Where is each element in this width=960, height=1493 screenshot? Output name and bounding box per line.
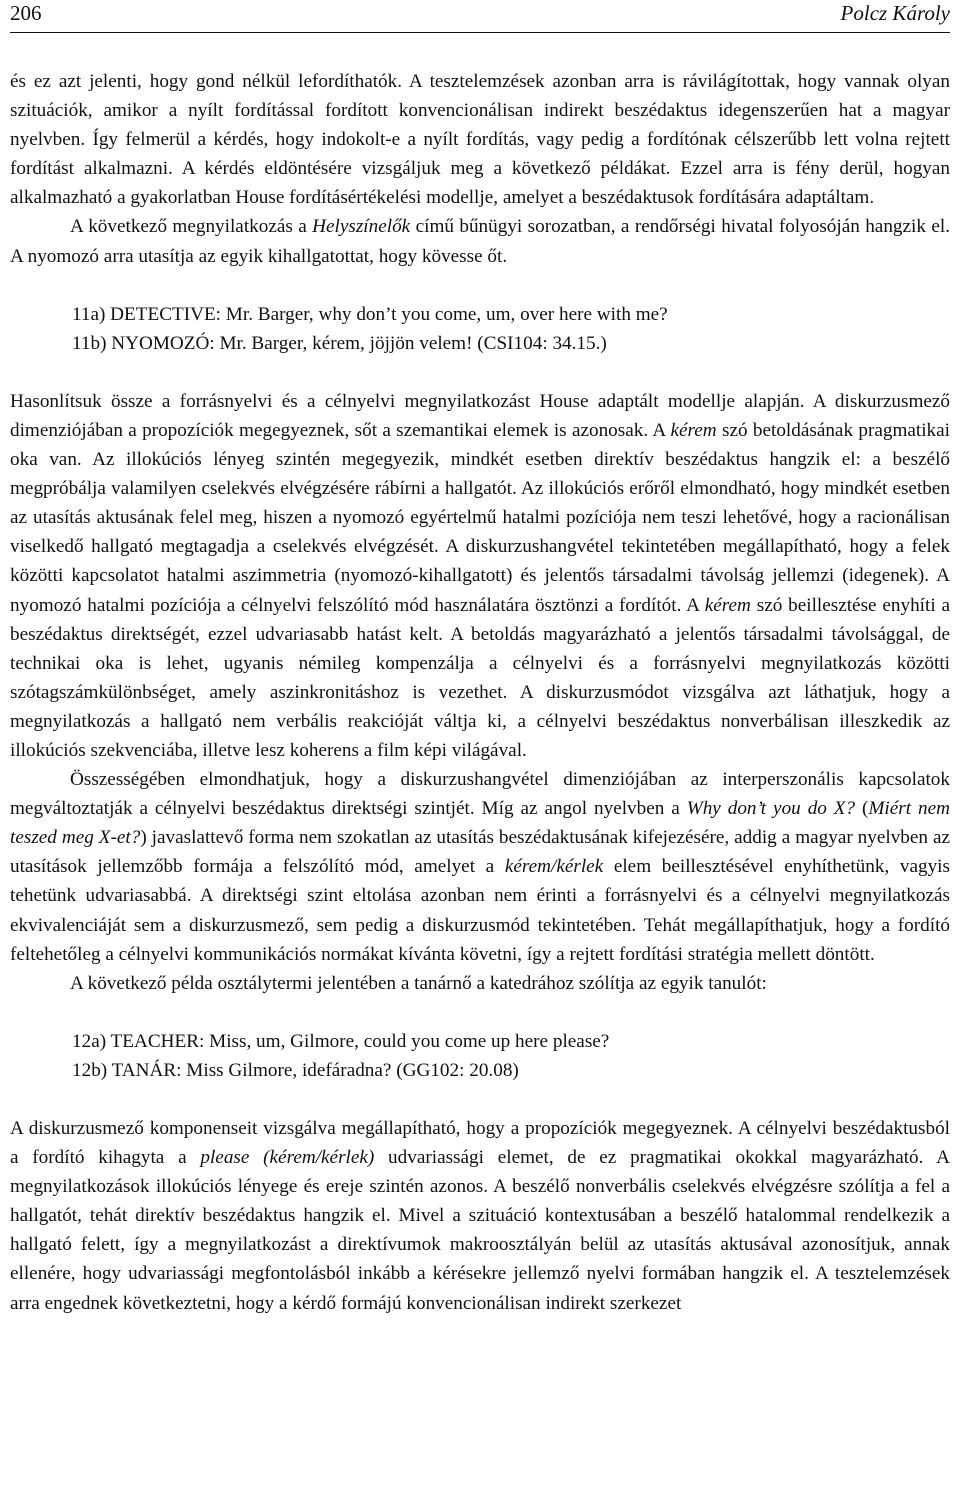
paragraph [10,765,950,969]
text-run: szó betoldásának pragmatikai oka van. Az illokúciós lényeg szintén megegyezik, mindkét esetben direktív beszédaktus hangzik el: a beszélő megpróbálja valamilyen cselekvés elvégzésére rábírni a hallgatót. Az illokúciós erőről elmondható, hogy mindkét esetben az utasítás aktusának felel meg, hiszen a nyomozó egyértelmű hatalmi pozíciója nem teszi lehetővé, hogy a racionálisan viselkedő hallgató megtagadja a cselekvés elvégzését. A diskurzushangvétel tekintetében megállapítható, hogy a felek közötti kapcsolatot hatalmi aszimmetria (nyomozó-kihallgatott) és jelentős társadalmi távolság jellemzi (idegenek). A nyomozó hatalmi pozíciója a célnyelvi felszólító mód használatára ösztönzi a fordítót. A [10,419,950,616]
italic-term: Helyszínelők [312,216,411,238]
running-header-author: Polcz Károly [840,1,950,25]
italic-term: Why don’t you do X? [686,798,856,820]
paragraph [10,969,950,998]
paragraph [10,387,950,765]
text-run: A következő megnyilatkozás a [70,216,313,238]
section-before-example-11 [10,67,950,271]
paragraph [10,67,950,212]
text-run: ( [855,798,869,820]
page-number: 206 [10,1,42,25]
example-12 [10,1027,950,1085]
text-run: A diskurzusmező komponenseit vizsgálva megállapítható, hogy a propozíciók megegyeznek. A célnyelvi beszédaktusból a fordító kihagyta a [10,1118,950,1169]
italic-term: kérem [670,419,717,441]
text-run: című bűnügyi sorozatban, a rendőrségi hivatal folyosóján hangzik el. A nyomozó arra utasítja az egyik kihallgatottat, hogy kövesse őt. [10,216,950,267]
example-11 [10,300,950,358]
text-run: szó beillesztése enyhíti a beszédaktus direktségét, ezzel udvariasabb hatást kelt. A betoldás magyarázható a jelentős társadalmi távolsággal, de technikai oka is lehet, ugyanis némileg kompenzálja a célnyelvi és a forrásnyelvi megnyilatkozás közötti szótagszámkülönbséget, amely aszinkronitáshoz is vezethet. A diskurzusmódot vizsgálva azt láthatjuk, hogy a megnyilatkozás a hallgató nem verbális reakcióját váltja ki, a célnyelvi beszédaktus nonverbálisan illeszkedik az illokúciós szekvenciába, illetve lesz koherens a film képi világával. [10,594,950,761]
example-11b: 11b) NYOMOZÓ: Mr. Barger, kérem, jöjjön velem! (CSI104: 34.15.) [72,332,607,354]
text-run: udvariassági elemet, de ez pragmatikai okokkal magyarázható. A megnyilatkozások illokúciós lényege és ereje szintén azonos. A beszélő nonverbális cselekvés elvégzésre szólítja a fel a hallgatót, tehát direktív beszédaktus hangzik el. Mivel a szituáció kontextusában a beszélő hatalommal rendelkezik a hallgató felett, így a megnyilatkozást a direktívumok makroosztályán belül az utasítás aktusával azonosítjuk, annak ellenére, hogy udvariassági megfontolásból inkább a kérésekre jellemző nyelvi formában hangzik el. A tesztelemzések arra engednek következtetni, hogy a kérdő formájú konvencionálisan indirekt szerkezet [10,1147,951,1314]
italic-term: please (kérem/kérlek) [200,1147,375,1169]
example-11a: 11a) DETECTIVE: Mr. Barger, why don’t you come, um, over here with me? [72,303,668,325]
text-run: és ez azt jelenti, hogy gond nélkül lefordíthatók. A tesztelemzések azonban arra is rávilágítottak, hogy vannak olyan szituációk, amikor a nyílt fordítással fordított konvencionálisan indirekt beszédaktus idegenszerűen hat a magyar nyelvben. Így felmerül a kérdés, hogy indokolt-e a nyílt fordítás, vagy pedig a fordítónak célszerűbb lett volna rejtett fordítást alkalmazni. A kérdés eldöntésére vizsgáljuk meg a következő példákat. Ezzel arra is fény derül, hogyan alkalmazható a gyakorlatban House fordításértékelési modellje, amelyet a beszédaktusok fordítására adaptáltam. [10,71,950,209]
body-text [10,67,950,1318]
text-run: A következő példa osztálytermi jelentében a tanárnő a katedrához szólítja az egyik tanulót: [70,972,767,994]
italic-term: kérem/kérlek [504,856,604,878]
italic-term: kérem [704,594,751,616]
example-12b: 12b) TANÁR: Miss Gilmore, idefáradna? (GG102: 20.08) [72,1059,519,1081]
section-analysis-11 [10,387,950,998]
paragraph [10,212,950,270]
text-run: Összességében elmondhatjuk, hogy a diskurzushangvétel dimenziójában az interperszonális kapcsolatok megváltoztatják a célnyelvi beszédaktus direktségi szintjét. Míg az angol nyelvben a [10,769,950,820]
running-header [10,0,950,34]
document-page [10,0,950,1493]
text-run: ) javaslattevő forma nem szokatlan az utasítás beszédaktusának kifejezésére, addig a magyar nyelvben az utasítások jellemzőbb formája a felszólító mód, amelyet a [10,827,950,878]
example-12a: 12a) TEACHER: Miss, um, Gilmore, could you come up here please? [72,1030,610,1052]
section-analysis-12 [10,1114,950,1318]
paragraph [10,1114,950,1318]
header-rule [10,32,950,33]
text-run: Hasonlítsuk össze a forrásnyelvi és a célnyelvi megnyilatkozást House adaptált modellje alapján. A diskurzusmező dimenziójában a propozíciók megegyeznek, sőt a szemantikai elemek is azonosak. A [10,390,950,441]
italic-term: Miért nem teszed meg X-et? [10,798,950,849]
text-run: elem beillesztésével enyhíthetünk, vagyis tehetünk udvariasabbá. A direktségi szint eltolása azonban nem érinti a forrásnyelvi és a célnyelvi megnyilatkozás ekvivalenciáját sem a diskurzusmező, sem pedig a diskurzusmód tekintetében. Tehát megállapíthatjuk, hogy a fordító feltehetőleg a célnyelvi kommunikációs normákat kívánta követni, így a rejtett fordítási stratégia mellett döntött. [10,856,950,965]
